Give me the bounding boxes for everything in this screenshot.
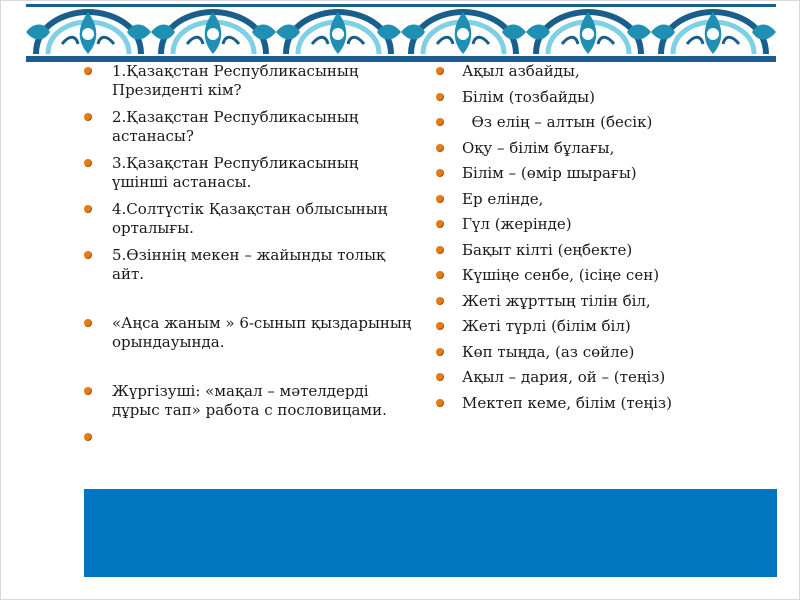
bullet-icon <box>436 144 444 152</box>
question-text: 5.Өзіннің мекен – жайынды толық айт. <box>112 246 386 283</box>
list-item <box>436 88 756 114</box>
bullet-icon <box>436 373 444 381</box>
list-item <box>436 241 756 267</box>
list-item <box>84 246 414 284</box>
list-item <box>84 62 414 100</box>
list-item <box>436 394 756 420</box>
bullet-icon <box>436 322 444 330</box>
list-item <box>436 343 756 369</box>
list-item <box>436 62 756 88</box>
bullet-icon <box>84 319 92 327</box>
bullet-icon <box>84 113 92 121</box>
song-text: «Аңса жаным » 6-сынып қыздарының орындауында. <box>112 314 412 351</box>
bullet-icon <box>436 399 444 407</box>
blue-banner <box>84 489 777 577</box>
bullet-icon <box>436 220 444 228</box>
host-text: Жүргізуші: «мақал – мәтелдерді дұрыс тап» работа с пословицами. <box>112 382 387 419</box>
questions-column <box>84 62 414 447</box>
proverb-text: Ер елінде, <box>462 189 544 208</box>
bullet-icon <box>436 297 444 305</box>
proverb-text: Жеті түрлі (білім біл) <box>462 317 631 335</box>
list-item <box>84 382 414 420</box>
proverb-text: Күшіңе сенбе, (ісіңе сен) <box>462 266 660 284</box>
proverb-text: Ақыл азбайды, <box>462 62 580 80</box>
proverbs-column <box>436 62 756 419</box>
bullet-icon <box>436 67 444 75</box>
bullet-icon <box>436 246 444 254</box>
proverb-text: Білім (тозбайды) <box>462 87 595 106</box>
bullet-icon <box>436 271 444 279</box>
bullet-icon <box>84 433 92 441</box>
proverb-text: Жеті жұрттың тілін біл, <box>462 291 651 310</box>
bullet-icon <box>84 67 92 75</box>
list-item <box>436 266 756 292</box>
list-item <box>84 200 414 238</box>
bullet-icon <box>436 195 444 203</box>
proverb-text: Білім – (өмір шырағы) <box>462 164 637 182</box>
list-item <box>436 113 756 139</box>
list-item <box>436 292 756 318</box>
proverb-text: Оқу – білім бұлағы, <box>462 138 615 157</box>
question-text: 1.Қазақстан Республикасының Президенті кім? <box>112 62 359 99</box>
question-text: 3.Қазақстан Республикасының үшінші астанасы. <box>112 154 359 191</box>
list-item <box>84 314 414 352</box>
proverb-text: Өз елің – алтын (бесік) <box>462 113 653 131</box>
list-item <box>436 190 756 216</box>
proverb-text: Ақыл – дария, ой – (теңіз) <box>462 368 666 386</box>
bullet-icon <box>84 205 92 213</box>
bullet-icon <box>84 251 92 259</box>
proverb-text: Бақыт кілті (еңбекте) <box>462 240 633 259</box>
question-text: 4.Солтүстік Қазақстан облысының орталығы. <box>112 200 388 237</box>
bullet-icon <box>436 93 444 101</box>
proverbs-list <box>436 62 756 419</box>
bullet-icon <box>436 118 444 126</box>
proverb-text: Көп тыңда, (аз сөйле) <box>462 342 635 361</box>
list-item <box>436 215 756 241</box>
ornament-border-icon <box>26 4 776 62</box>
bullet-icon <box>436 169 444 177</box>
questions-list <box>84 62 414 447</box>
list-item <box>436 139 756 165</box>
bullet-icon <box>436 348 444 356</box>
proverb-text: Мектеп кеме, білім (теңіз) <box>462 393 672 412</box>
question-text: 2.Қазақстан Республикасының астанасы? <box>112 108 359 145</box>
list-item <box>84 154 414 192</box>
list-item <box>436 164 756 190</box>
bullet-icon <box>84 387 92 395</box>
bullet-icon <box>84 159 92 167</box>
list-item <box>436 368 756 394</box>
list-item <box>436 317 756 343</box>
list-item <box>84 108 414 146</box>
proverb-text: Гүл (жерінде) <box>462 215 572 233</box>
list-item <box>84 428 414 447</box>
